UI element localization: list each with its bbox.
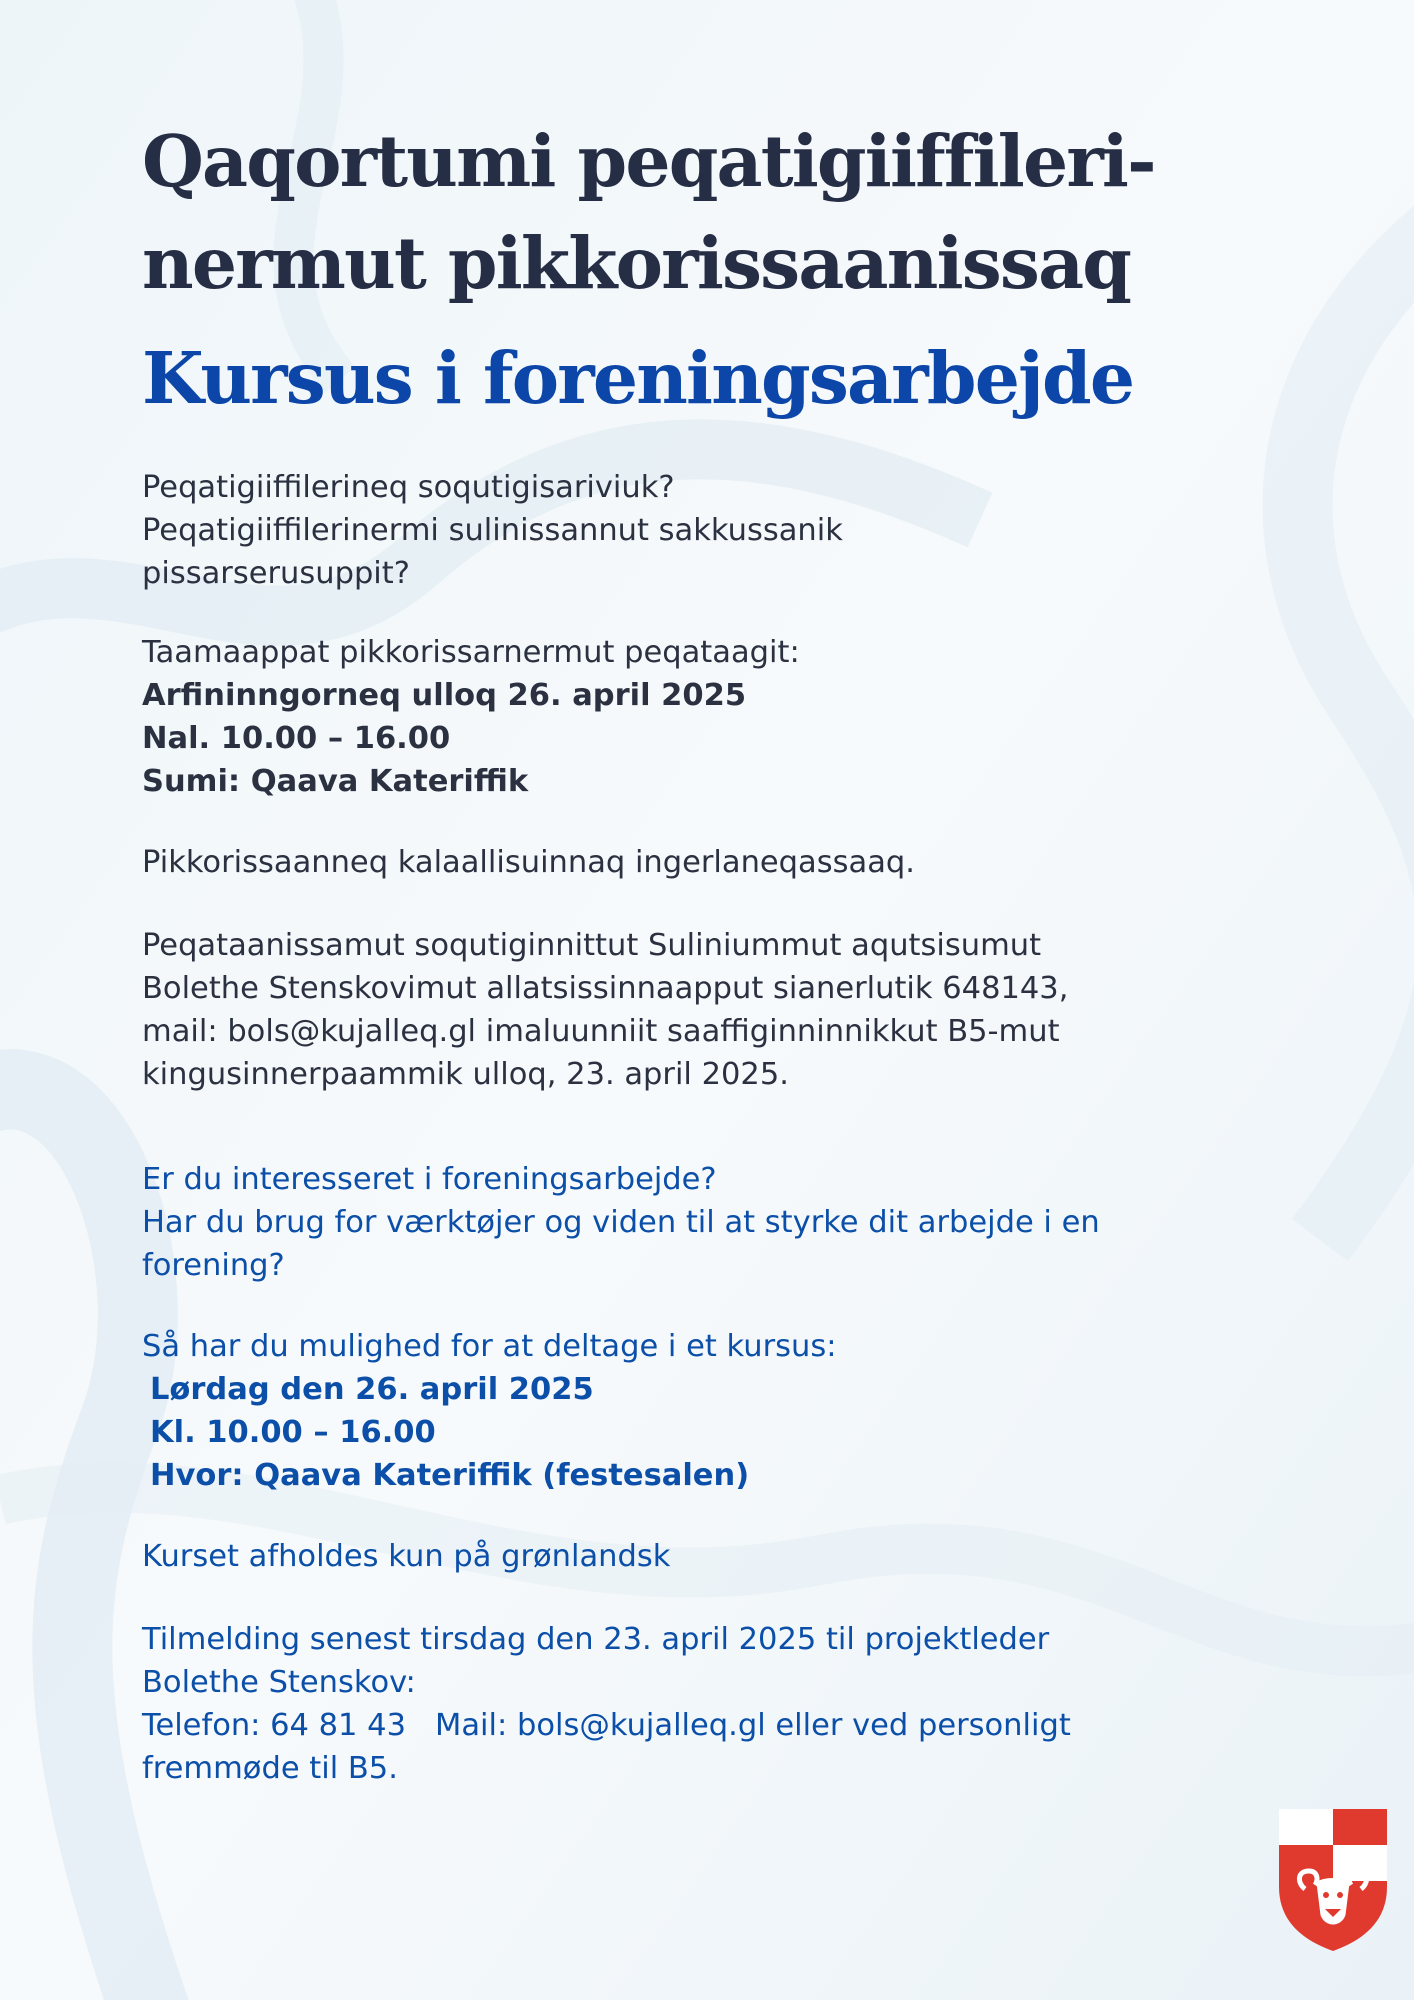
danish-signup-line: Bolethe Stenskov: <box>142 1665 416 1700</box>
greenlandic-intro-line: pissarserusuppit? <box>142 556 410 591</box>
danish-intro-line: forening? <box>142 1248 285 1283</box>
danish-signup-line: Telefon: 64 81 43 Mail: bols@kujalleq.gl eller ved personligt <box>142 1708 1071 1743</box>
danish-place: Hvor: Qaava Kateriffik (festesalen) <box>150 1458 750 1493</box>
danish-intro-line: Er du interesseret i foreningsarbejde? <box>142 1162 717 1197</box>
greenlandic-section <box>142 466 1292 1096</box>
title-greenlandic <box>142 110 1292 314</box>
title-greenlandic-line-2: nermut pikkorissaanissaq <box>142 221 1131 305</box>
greenlandic-language-note: Pikkorissaanneq kalaallisuinnaq ingerlaneqassaaq. <box>142 845 915 880</box>
title-danish: Kursus i foreningsarbejde <box>142 336 1134 420</box>
title-greenlandic-line-1: Qaqortumi peqatigiiffileri- <box>142 119 1155 203</box>
danish-intro-line: Har du brug for værktøjer og viden til at styrke dit arbejde i en <box>142 1205 1100 1240</box>
greenlandic-intro-line: Peqatigiiffilerineq soqutigisariviuk? <box>142 470 675 505</box>
danish-date: Lørdag den 26. april 2025 <box>150 1372 594 1407</box>
danish-invite: Så har du mulighed for at deltage i et kursus: <box>142 1329 837 1364</box>
greenlandic-signup-line: Peqataanissamut soqutiginnittut Suliniummut aqutsisumut <box>142 928 1042 963</box>
danish-signup-line: Tilmelding senest tirsdag den 23. april 2025 til projektleder <box>142 1622 1050 1657</box>
danish-time: Kl. 10.00 – 16.00 <box>150 1415 436 1450</box>
danish-signup-line: fremmøde til B5. <box>142 1751 398 1786</box>
greenlandic-signup-line: kingusinnerpaammik ulloq, 23. april 2025. <box>142 1057 789 1092</box>
danish-section <box>142 1158 1292 1790</box>
greenlandic-invite: Taamaappat pikkorissarnermut peqataagit: <box>142 635 800 670</box>
poster-content <box>142 110 1292 1790</box>
greenlandic-signup-line: Bolethe Stenskovimut allatsissinnaapput sianerlutik 648143, <box>142 971 1069 1006</box>
greenlandic-signup-line: mail: bols@kujalleq.gl imaluunniit saaffiginninnikkut B5-mut <box>142 1014 1060 1049</box>
danish-language-note: Kurset afholdes kun på grønlandsk <box>142 1539 671 1574</box>
greenlandic-time: Nal. 10.00 – 16.00 <box>142 721 451 756</box>
greenlandic-date: Arfininngorneq ulloq 26. april 2025 <box>142 678 747 713</box>
municipal-coat-of-arms-ram-icon <box>1275 1805 1391 1953</box>
greenlandic-place: Sumi: Qaava Kateriffik <box>142 764 529 799</box>
greenlandic-intro-line: Peqatigiiffilerinermi sulinissannut sakkussanik <box>142 513 843 548</box>
